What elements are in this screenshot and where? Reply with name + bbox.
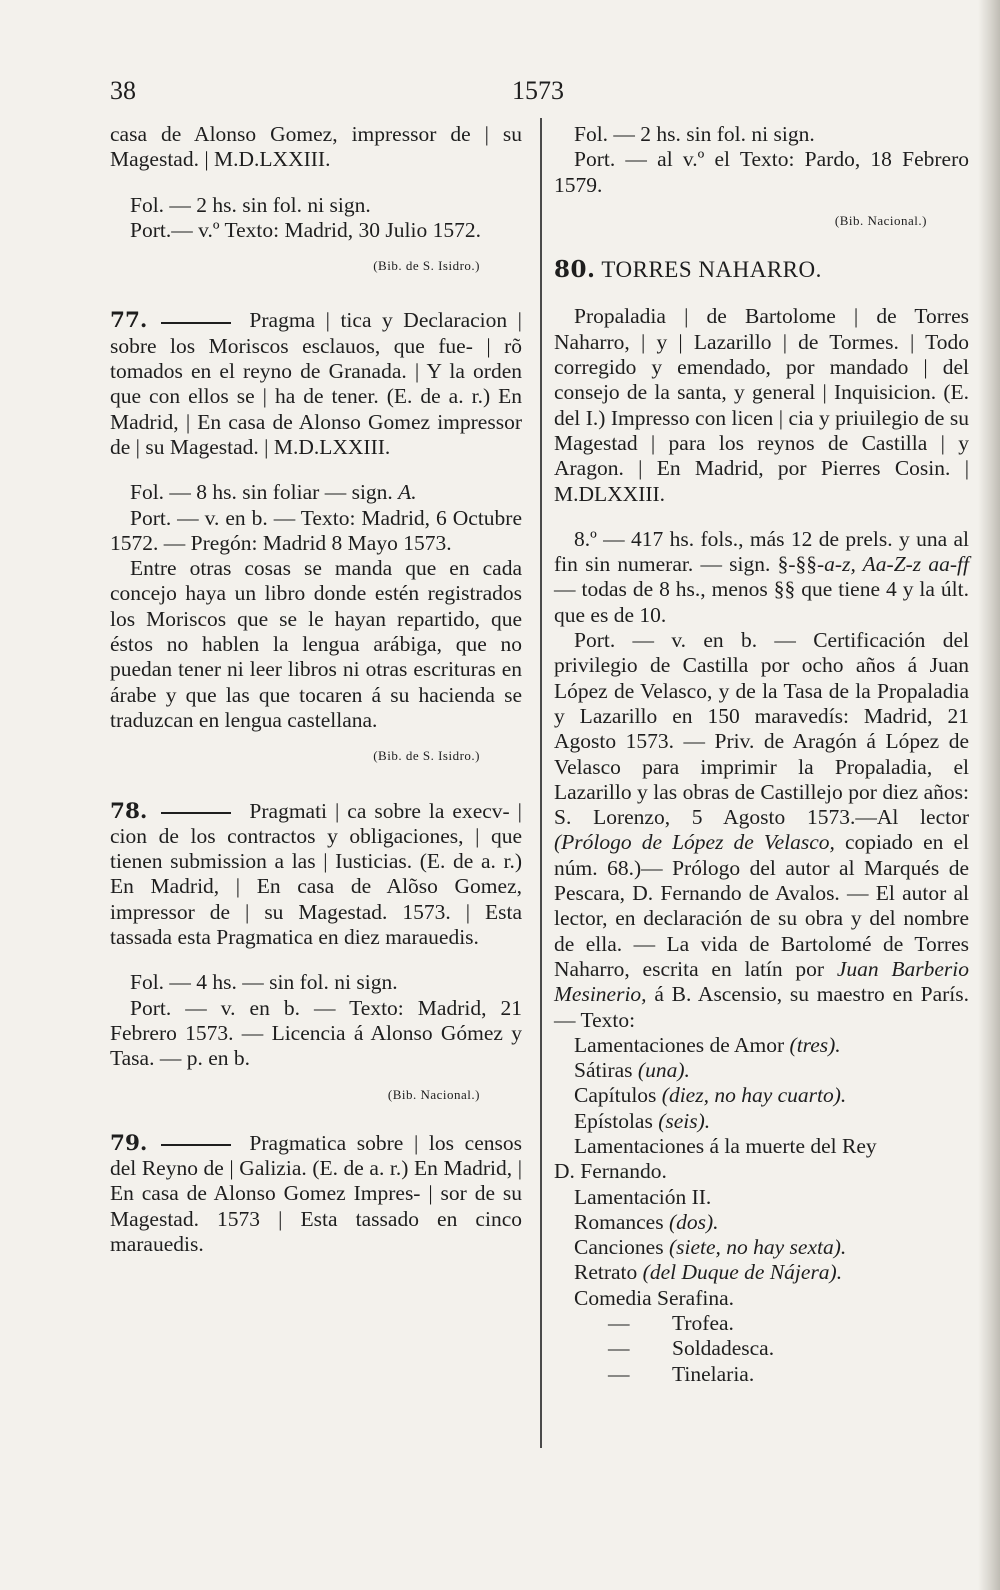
description-line: Port. — al v.º el Texto: Pardo, 18 Febrero 1579. — [554, 147, 969, 197]
contents-item: Canciones (siete, no hay sexta). — [574, 1235, 847, 1260]
entry-title: Pragma | tica y Declaracion | sobre los Moriscos esclauos, que fue- | rõ tomados en el reyno de Granada. | Y la orden que con ellos se | ha de tener. (E. de a. r.) En Madrid, | En casa de Alonso Gomez impressor de | su Magestad. | M.D.LXXIII. — [110, 308, 522, 459]
right-column — [554, 122, 969, 1387]
author-dash — [161, 1144, 231, 1146]
contents-subitem: — Tinelaria. — [608, 1361, 755, 1386]
entry-number: 77. — [110, 308, 148, 334]
contents-item: Sátiras (una). — [574, 1058, 690, 1083]
description-line: Port.— v.º Texto: Madrid, 30 Julio 1572. — [130, 217, 481, 242]
entry-number: 80. — [554, 256, 596, 284]
description-line: Fol. — 8 hs. sin foliar — sign. — [130, 480, 399, 505]
entry-title: Pragmatica sobre | los censos del Reyno de | Galizia. (E. de a. r.) En Madrid, | En casa de Alonso Gomez Impres- | sor de su Magestad. 1573 | Esta tassado en cinco marauedis. — [110, 1130, 522, 1256]
entry-description — [554, 527, 969, 1033]
entry-description — [110, 970, 522, 1071]
library-source: (Bib. de S. Isidro.) — [373, 258, 480, 274]
column-divider — [540, 118, 542, 1448]
entry-78 — [110, 799, 522, 1107]
italic-note: (Prólogo de López de Velasco, — [554, 830, 835, 855]
library-source: (Bib. Nacional.) — [387, 1086, 480, 1102]
contents-item: Capítulos (diez, no hay cuarto). — [574, 1083, 847, 1108]
entry-79 — [110, 1131, 522, 1257]
description-line: — todas de 8 hs., menos §§ que tiene 4 y la últ. que es de 10. — [554, 577, 969, 627]
library-source: (Bib. de S. Isidro.) — [373, 748, 480, 764]
description-line: Port. — v. en b. — Certificación del privilegio de Castilla por ocho años á Juan López de Velasco, y de la Tasa de la Propaladia y Lazarillo en 150 maravedís: Madrid, 21 Agosto 1573. — Priv. de Aragón á López de Velasco para imprimir la Propaladia, el Lazarillo y las obras de Castillejo por diez años: S. Lorenzo, 5 Agosto 1573.—Al lector — [554, 628, 969, 830]
running-head-year: 1573 — [512, 76, 564, 105]
contents-item: Lamentaciones á la muerte del Rey — [574, 1133, 877, 1158]
entry-77 — [110, 308, 522, 768]
page-edge-shadow — [978, 0, 1000, 1590]
description-line: copiado en el núm. 68.)— Prólogo del autor al Marqués de Pescara, D. Fernando de Avalos. — El autor al lector, en declaración de su obra y del nombre de ella. — La vida de Bartolomé de Torres Naharro, escrita en latín por — [554, 830, 969, 981]
entry-continued-description — [554, 122, 969, 198]
contents-subitem: — Trofea. — [608, 1311, 734, 1336]
description-line: Port. — v. en b. — Texto: Madrid, 21 Febrero 1573. — Licencia á Alonso Gómez y Tasa. — p. en b. — [110, 995, 522, 1071]
contents-item: Epístolas (seis). — [574, 1108, 711, 1133]
contents-item: Lamentación II. — [574, 1184, 712, 1209]
description-line: Fol. — 2 hs. sin fol. ni sign. — [130, 192, 371, 217]
signature-letter: A. — [398, 480, 417, 505]
entry-continued-description — [110, 193, 522, 244]
contents-item: Romances (dos). — [574, 1209, 719, 1234]
entry-number: 78. — [110, 798, 148, 824]
author-dash — [161, 322, 231, 324]
library-source: (Bib. Nacional.) — [834, 212, 927, 228]
contents-item: Lamentaciones de Amor (tres). — [574, 1032, 841, 1057]
signature-range: a-z, Aa-Z-z aa-ff — [824, 552, 970, 577]
description-line: Fol. — 2 hs. sin fol. ni sign. — [574, 122, 815, 146]
left-column — [110, 122, 522, 1257]
description-line: Port. — v. en b. — Texto: Madrid, 6 Octubre 1572. — Pregón: Madrid 8 Mayo 1573. — [110, 505, 522, 555]
entry-note: Entre otras cosas se manda que en cada concejo haya un libro donde estén registrados los Moriscos que se le hayan repartido, que éstos no hablen la lengua arábiga, que no puedan tener ni leer libros ni otras escrituras en árabe y que las que tocaren á su hacienda se traduzcan en lengua castellana. — [110, 556, 522, 732]
italic-author: Juan Barberio Mesinerio, — [554, 956, 969, 1007]
entry-80 — [554, 257, 969, 1387]
entry-continued-title: casa de Alonso Gomez, impressor de | su Magestad. | M.D.LXXIII. — [110, 122, 522, 172]
page-number: 38 — [110, 76, 136, 105]
contents-item: Comedia Serafina. — [574, 1285, 735, 1310]
contents-list — [554, 1033, 969, 1387]
entry-title: Pragmati | ca sobre la execv- | cion de los contractos y obligaciones, | que tienen submission a las | Iusticias. (E. de a. r.) En Madrid, | En casa de Alõso Gomez, impressor de | su Magestad. 1573. | Esta tassada esta Pragmatica en diez marauedis. — [110, 798, 522, 950]
description-line: á B. Ascensio, su maestro en París. — Texto: — [554, 982, 969, 1032]
contents-subitem: — Soldadesca. — [608, 1336, 775, 1361]
contents-item: Retrato (del Duque de Nájera). — [574, 1260, 843, 1285]
contents-item-continued: D. Fernando. — [554, 1159, 667, 1184]
description-line: 8.º — 417 hs. fols., más 12 de prels. y una al fin sin numerar. — sign. §-§§- — [554, 526, 969, 577]
author-dash — [161, 812, 231, 814]
entry-description — [110, 480, 522, 733]
entry-number: 79. — [110, 1130, 148, 1156]
entry-author: TORRES NAHARRO. — [601, 257, 822, 283]
description-line: Fol. — 4 hs. — sin fol. ni sign. — [130, 970, 398, 995]
entry-title: Propaladia | de Bartolome | de Torres Naharro, | y | Lazarillo | de Tormes. | Todo corregido y emendado, por mandado | del consejo de la santa, y general | Inquisicion. (E. del I.) Impresso con licen | cia y priuilegio de su Magestad | para los reynos de Castilla | y Aragon. | En Madrid, por Pierres Cosin. | M.DLXXIII. — [554, 304, 969, 506]
